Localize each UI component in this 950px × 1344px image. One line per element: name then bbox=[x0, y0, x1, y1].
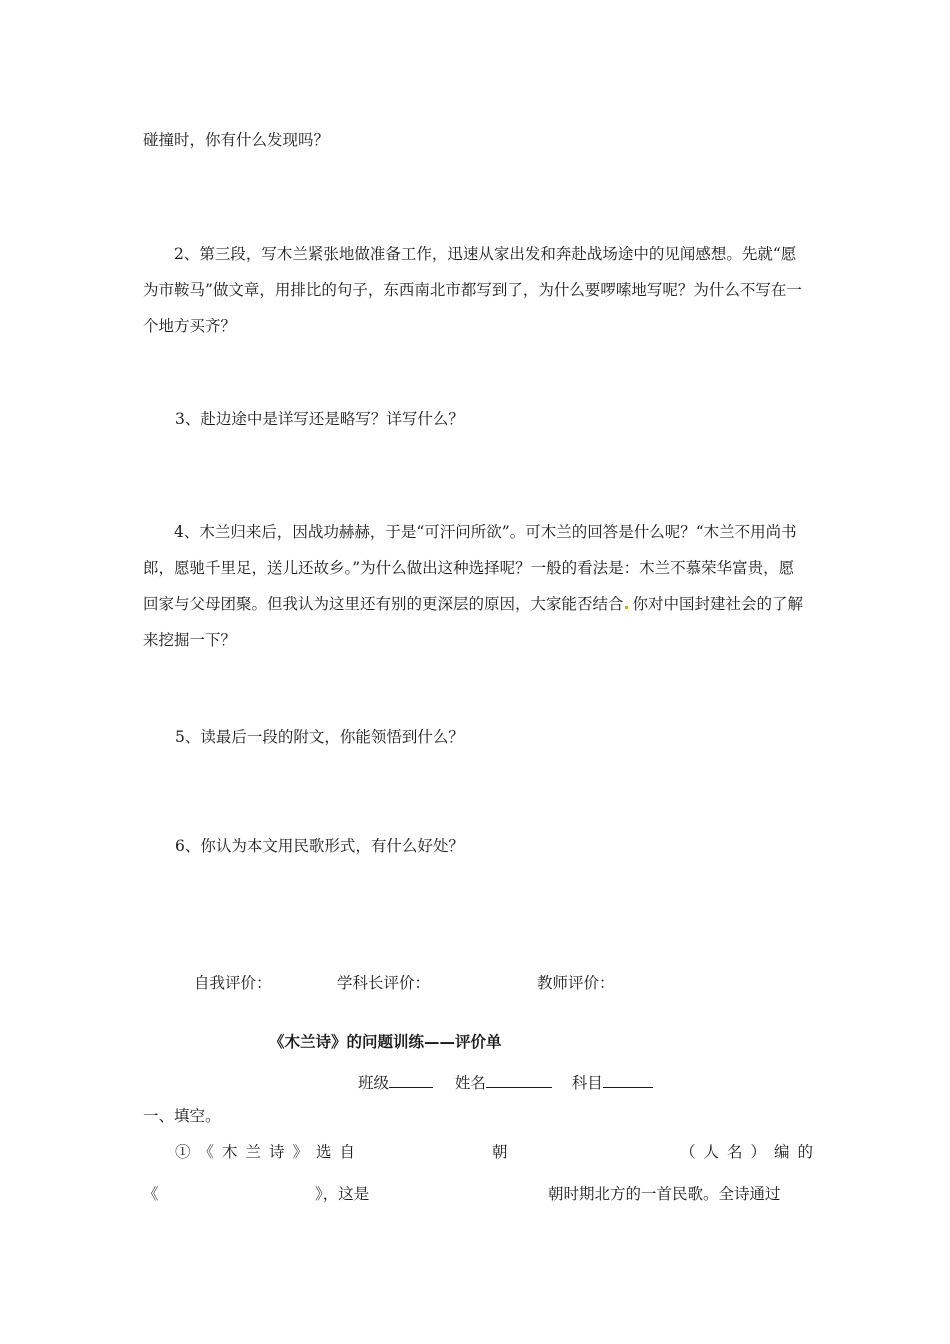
subject-leader-evaluation-label: 学科长评价： bbox=[337, 974, 431, 992]
question-4-end: 你对中国封建社会的了解来挖掘一下？ bbox=[143, 595, 803, 649]
class-blank[interactable] bbox=[389, 1071, 433, 1088]
fill-1-part-b: 朝 bbox=[492, 1143, 508, 1161]
subject-label: 科目 bbox=[571, 1074, 603, 1092]
teacher-evaluation-label: 教师评价： bbox=[537, 974, 615, 992]
class-label: 班级 bbox=[358, 1074, 390, 1092]
subject-blank[interactable] bbox=[603, 1071, 653, 1088]
fill-1-part-c: （人名）编的 bbox=[680, 1143, 822, 1161]
fill-1-part-d: 《 bbox=[143, 1185, 159, 1203]
name-label: 姓名 bbox=[454, 1074, 486, 1092]
question-1-tail: 碰撞时，你有什么发现吗？ bbox=[143, 131, 330, 149]
name-blank[interactable] bbox=[486, 1071, 552, 1088]
question-2: 2、第三段，写木兰紧张地做准备工作，迅速从家出发和奔赴战场途中的见闻感想。先就“愿为市鞍马”做文章，用排比的句子，东西南北市都写到了，为什么要啰嗦地写呢？为什么不写在一个地方买齐？ bbox=[143, 245, 802, 335]
student-info-row bbox=[358, 1071, 653, 1093]
question-4-text: 4、木兰归来后，因战功赫赫，于是“可汗问所欲”。可木兰的回答是什么呢？“木兰不用尚书郎，愿驰千里足，送儿还故乡。”为什么做出这种选择呢？一般的看法是：木兰不慕荣华富贵，愿回家与父母团聚。但我认为这里还有别的更深层的原因，大家能否结合 bbox=[143, 523, 797, 613]
self-evaluation-label: 自我评价： bbox=[194, 974, 272, 992]
question-3: 3、赴边途中是详写还是略写？详写什么？ bbox=[175, 410, 464, 428]
fill-1-part-f: 朝时期北方的一首民歌。全诗通过 bbox=[548, 1185, 781, 1203]
section-1-heading: 一、填空。 bbox=[143, 1107, 221, 1125]
question-4 bbox=[143, 514, 808, 658]
highlight-mark bbox=[625, 606, 628, 609]
fill-1-part-a: ①《木兰诗》选自 bbox=[175, 1143, 364, 1161]
sheet-title: 《木兰诗》的问题训练——评价单 bbox=[269, 1033, 502, 1051]
fill-1-part-e: 》，这是 bbox=[315, 1185, 370, 1203]
question-5: 5、读最后一段的附文，你能领悟到什么？ bbox=[175, 728, 464, 746]
question-6: 6、你认为本文用民歌形式，有什么好处？ bbox=[175, 837, 464, 855]
